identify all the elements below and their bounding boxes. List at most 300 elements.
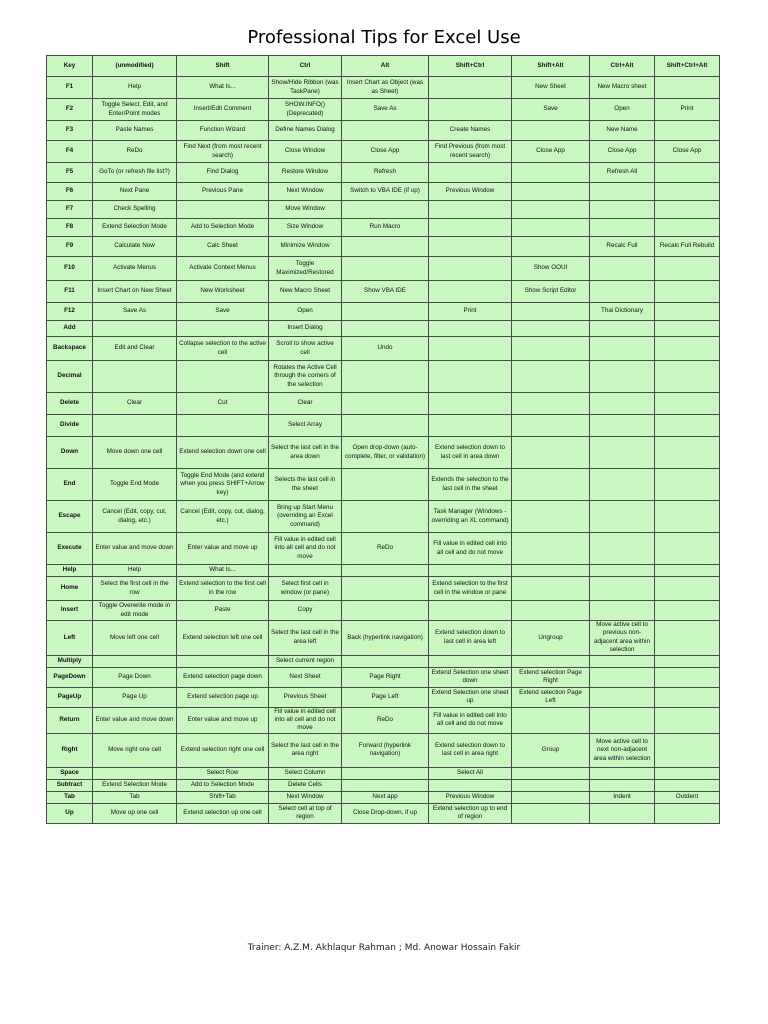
table-cell [429,779,512,791]
table-cell [429,337,512,361]
key-cell: Delete [47,393,93,415]
table-row [47,533,720,565]
table-cell [655,183,720,201]
column-header: Shift [177,56,269,77]
table-cell [512,393,590,415]
key-cell: Divide [47,415,93,437]
table-cell [429,321,512,337]
table-cell: Extend Selection Mode [93,219,177,237]
table-cell: Extend Selection Mode [93,779,177,791]
table-cell: Select the last cell in the area left [269,621,342,656]
table-cell: Close App [655,141,720,163]
table-cell: Extend selection to the first cell in the window or pane [429,577,512,601]
table-row [47,655,720,667]
table-row [47,163,720,183]
table-cell: Move active cell to previous non-adjacent area within selection [590,621,655,656]
table-cell: Switch to VBA IDE (if up) [342,183,429,201]
table-cell: Show VBA IDE [342,281,429,303]
table-cell: Insert/Edit Comment [177,99,269,121]
table-cell: What Is... [177,565,269,577]
table-cell [590,687,655,707]
table-cell: Close Window [269,141,342,163]
table-row [47,219,720,237]
table-cell: Enter value and move down [93,707,177,733]
key-cell: Backspace [47,337,93,361]
table-cell: Check Spelling [93,201,177,219]
table-cell [590,601,655,621]
table-cell [655,667,720,687]
table-cell [342,121,429,141]
table-cell [590,667,655,687]
column-header: Shift+Ctrl [429,56,512,77]
table-cell: Calc Sheet [177,237,269,257]
table-row [47,141,720,163]
table-cell: Edit and Clear [93,337,177,361]
table-cell [429,565,512,577]
table-cell: Close App [342,141,429,163]
key-cell: Decimal [47,361,93,393]
table-cell: Extend selection to the first cell in the row [177,577,269,601]
key-cell: Help [47,565,93,577]
table-row [47,565,720,577]
table-cell [342,201,429,219]
table-cell: Show Script Editor [512,281,590,303]
table-cell [429,257,512,281]
table-cell [429,219,512,237]
table-cell: Extend selection down one cell [177,437,269,469]
shortcut-table [46,55,720,824]
table-cell: Next Pane [93,183,177,201]
table-cell [429,99,512,121]
table-cell [512,803,590,823]
table-row [47,437,720,469]
key-cell: Return [47,707,93,733]
table-cell: Save [177,303,269,321]
table-row [47,767,720,779]
key-cell: Down [47,437,93,469]
key-cell: F1 [47,77,93,99]
table-cell: Show OOUI [512,257,590,281]
table-cell [590,577,655,601]
table-cell [93,767,177,779]
table-cell: Tab [93,791,177,803]
table-cell: Select the last cell in the area down [269,437,342,469]
table-cell [512,237,590,257]
table-cell: Insert Chart on New Sheet [93,281,177,303]
table-cell [93,655,177,667]
table-cell [655,77,720,99]
table-cell [177,201,269,219]
table-cell: Help [93,565,177,577]
key-cell: Left [47,621,93,656]
table-cell: Select the first cell in the row [93,577,177,601]
table-cell: Previous Pane [177,183,269,201]
table-cell [177,655,269,667]
table-cell [512,791,590,803]
table-cell: New Macro sheet [590,77,655,99]
table-cell [429,281,512,303]
table-cell [590,257,655,281]
table-cell [655,779,720,791]
table-cell [655,767,720,779]
table-cell [655,565,720,577]
table-row [47,687,720,707]
table-cell [655,803,720,823]
table-cell: Find Previous (from most recent search) [429,141,512,163]
table-row [47,321,720,337]
table-cell: Save [512,99,590,121]
table-cell: Fill value in edited cell into all cell and do not move [429,533,512,565]
table-row [47,803,720,823]
table-row [47,415,720,437]
table-cell: Run Macro [342,219,429,237]
table-cell [655,601,720,621]
key-cell: F9 [47,237,93,257]
table-cell [512,121,590,141]
table-cell: Extend Selection one sheet up [429,687,512,707]
table-cell: ReDo [342,707,429,733]
table-cell [512,219,590,237]
table-cell: Previous Window [429,791,512,803]
table-cell [590,469,655,501]
table-cell [429,163,512,183]
table-cell: Close App [512,141,590,163]
table-cell: Create Names [429,121,512,141]
table-cell: Extend selection up to end of region [429,803,512,823]
key-cell: F2 [47,99,93,121]
table-cell: Open [590,99,655,121]
table-cell: Extend selection Page Left [512,687,590,707]
table-cell: Extend selection up one cell [177,803,269,823]
table-cell: Next Window [269,791,342,803]
table-cell [429,201,512,219]
table-cell [655,219,720,237]
key-cell: Insert [47,601,93,621]
key-cell: Subtract [47,779,93,791]
table-cell [512,767,590,779]
table-cell [342,501,429,533]
table-cell: ReDo [342,533,429,565]
table-cell [590,501,655,533]
key-cell: Multiply [47,655,93,667]
table-row [47,393,720,415]
table-row [47,707,720,733]
key-cell: PageUp [47,687,93,707]
table-cell [342,779,429,791]
table-cell [655,655,720,667]
table-cell [590,415,655,437]
page-title: Professional Tips for Excel Use [247,27,521,48]
table-cell: Fill value in edited cell into all cell and do not move [429,707,512,733]
table-cell: Select the last cell in the area right [269,733,342,767]
table-cell: Close Drop-down, if up [342,803,429,823]
table-cell [590,361,655,393]
table-cell [590,767,655,779]
column-header: (unmodified) [93,56,177,77]
table-cell [429,415,512,437]
table-cell: Select Array [269,415,342,437]
column-header: Ctrl [269,56,342,77]
key-cell: F8 [47,219,93,237]
table-cell: Open [269,303,342,321]
table-cell: Move up one cell [93,803,177,823]
table-cell: Move right one cell [93,733,177,767]
table-cell [512,501,590,533]
table-cell [590,655,655,667]
trainer-credit: Trainer: A.Z.M. Akhlaqur Rahman ; Md. Anowar Hossain Fakir [247,943,521,953]
column-header: Key [47,56,93,77]
table-cell [655,733,720,767]
table-cell: Fill value in edited cell into all cell and do not move [269,707,342,733]
table-cell: New Sheet [512,77,590,99]
table-row [47,733,720,767]
table-cell [512,565,590,577]
table-cell [429,393,512,415]
table-cell: Close App [590,141,655,163]
table-cell: Enter value and move down [93,533,177,565]
table-row [47,183,720,201]
table-cell: Extends the selection to the last cell in the sheet [429,469,512,501]
table-cell: Group [512,733,590,767]
table-cell [93,415,177,437]
table-cell [655,437,720,469]
table-row [47,337,720,361]
table-cell: Extend selection left one cell [177,621,269,656]
table-cell [342,655,429,667]
table-cell: Select current region [269,655,342,667]
table-cell: GoTo (or refresh file list?) [93,163,177,183]
table-cell [655,687,720,707]
table-cell [655,303,720,321]
table-cell [655,707,720,733]
key-cell: Right [47,733,93,767]
table-cell: SHOW.INFO() (Deprecated) [269,99,342,121]
table-cell: Back (hyperlink navigation) [342,621,429,656]
table-cell: Extend selection page down [177,667,269,687]
table-cell: Insert Dialog [269,321,342,337]
table-row [47,779,720,791]
table-cell [177,361,269,393]
table-cell: Toggle Overwrite mode in edit mode [93,601,177,621]
table-cell: Minimize Window [269,237,342,257]
table-cell: Calculate Now [93,237,177,257]
table-cell: Extend selection Page Right [512,667,590,687]
table-cell: Extend selection down to last cell in area right [429,733,512,767]
table-row [47,99,720,121]
table-cell [590,219,655,237]
key-cell: F5 [47,163,93,183]
table-cell [512,469,590,501]
table-cell [655,501,720,533]
table-cell [429,361,512,393]
table-cell: Undo [342,337,429,361]
key-cell: End [47,469,93,501]
table-cell: Copy [269,601,342,621]
table-row [47,577,720,601]
table-cell: Move active cell to next non-adjacent area within selection [590,733,655,767]
key-cell: F3 [47,121,93,141]
key-cell: F6 [47,183,93,201]
table-cell: Next app [342,791,429,803]
table-cell [512,779,590,791]
table-cell: Page Right [342,667,429,687]
table-cell: Recalc Full [590,237,655,257]
table-cell: Previous Window [429,183,512,201]
table-cell: Help [93,77,177,99]
table-cell [342,361,429,393]
table-cell [655,361,720,393]
table-cell: Toggle Select, Edit, and Enter/Point modes [93,99,177,121]
table-cell [342,257,429,281]
table-cell [342,321,429,337]
table-cell [590,201,655,219]
table-cell: Extend selection down to last cell in area left [429,621,512,656]
key-cell: F12 [47,303,93,321]
table-cell: Previous Sheet [269,687,342,707]
table-cell: Select cell at top of region [269,803,342,823]
table-cell: Clear [93,393,177,415]
table-cell [429,655,512,667]
table-cell: Cancel (Edit, copy, cut, dialog, etc.) [177,501,269,533]
table-row [47,257,720,281]
table-cell: Next Window [269,183,342,201]
table-row [47,237,720,257]
table-cell [590,281,655,303]
key-cell: PageDown [47,667,93,687]
table-cell: Delete Cells [269,779,342,791]
table-cell: Fill value in edited cell into all cell and do not move [269,533,342,565]
key-cell: Escape [47,501,93,533]
table-cell [512,707,590,733]
table-cell [655,533,720,565]
table-cell: Forward (hyperlink navigation) [342,733,429,767]
table-cell [590,803,655,823]
table-cell: Select Row [177,767,269,779]
table-cell: ReDo [93,141,177,163]
table-cell: Function Wizard [177,121,269,141]
table-cell [342,601,429,621]
table-cell: Restore Window [269,163,342,183]
table-cell: Add to Selection Mode [177,779,269,791]
table-body [47,77,720,824]
table-cell [655,163,720,183]
table-cell [590,437,655,469]
table-cell: Paste [177,601,269,621]
table-cell: Find Dialog [177,163,269,183]
table-cell [512,415,590,437]
table-cell [655,393,720,415]
table-cell [93,321,177,337]
table-cell: Insert Chart as Object (was as Sheet) [342,77,429,99]
table-cell [590,183,655,201]
table-cell [512,183,590,201]
table-cell: Toggle Maximized/Restored [269,257,342,281]
table-cell [655,337,720,361]
column-header: Alt [342,56,429,77]
table-cell [655,621,720,656]
table-cell: What Is... [177,77,269,99]
table-cell [342,767,429,779]
table-cell [512,163,590,183]
table-cell: Ungroup [512,621,590,656]
key-cell: F10 [47,257,93,281]
key-cell: Tab [47,791,93,803]
table-cell: Define Names Dialog [269,121,342,141]
table-cell: Scroll to show active cell [269,337,342,361]
table-cell: New Worksheet [177,281,269,303]
table-row [47,77,720,99]
table-row [47,601,720,621]
column-header: Shift+Alt [512,56,590,77]
table-cell: Clear [269,393,342,415]
table-cell [590,707,655,733]
table-cell: Selects the last cell in the sheet [269,469,342,501]
table-cell: Save As [342,99,429,121]
table-cell [342,393,429,415]
table-cell: Cancel (Edit, copy, cut, dialog, etc.) [93,501,177,533]
table-cell [342,303,429,321]
table-cell: Show/Hide Ribbon (was TaskPane) [269,77,342,99]
table-cell: Move Window [269,201,342,219]
table-cell [655,201,720,219]
table-cell [655,415,720,437]
table-cell: Shift+Tab [177,791,269,803]
key-cell: F4 [47,141,93,163]
table-cell: Extend Selection one sheet down [429,667,512,687]
table-cell [429,601,512,621]
table-cell [269,565,342,577]
table-row [47,791,720,803]
table-cell [342,469,429,501]
key-cell: F11 [47,281,93,303]
table-cell: Extend selection page up [177,687,269,707]
table-cell: Activate Menus [93,257,177,281]
table-cell [342,565,429,577]
table-cell: Save As [93,303,177,321]
table-cell [590,393,655,415]
table-row [47,469,720,501]
table-cell: Page Up [93,687,177,707]
table-row [47,361,720,393]
key-cell: Up [47,803,93,823]
table-cell [342,237,429,257]
table-cell: Recalc Full Rebuild [655,237,720,257]
table-row [47,201,720,219]
table-cell: Cut [177,393,269,415]
table-cell: Outdent [655,791,720,803]
table-cell: Select All [429,767,512,779]
table-cell [590,337,655,361]
table-cell: Activate Context Menus [177,257,269,281]
table-cell: Extend selection right one cell [177,733,269,767]
table-cell [655,121,720,141]
column-header: Ctrl+Alt [590,56,655,77]
table-cell [655,577,720,601]
table-cell: Refresh [342,163,429,183]
key-cell: Home [47,577,93,601]
table-cell: Size Window [269,219,342,237]
key-cell: F7 [47,201,93,219]
table-row [47,667,720,687]
table-cell [342,415,429,437]
table-cell: Toggle End Mode [93,469,177,501]
table-cell: Print [429,303,512,321]
table-cell: Print [655,99,720,121]
table-cell: Rotates the Active Cell through the corners of the selection [269,361,342,393]
column-header: Shift+Ctrl+Alt [655,56,720,77]
table-row [47,121,720,141]
table-cell [655,469,720,501]
